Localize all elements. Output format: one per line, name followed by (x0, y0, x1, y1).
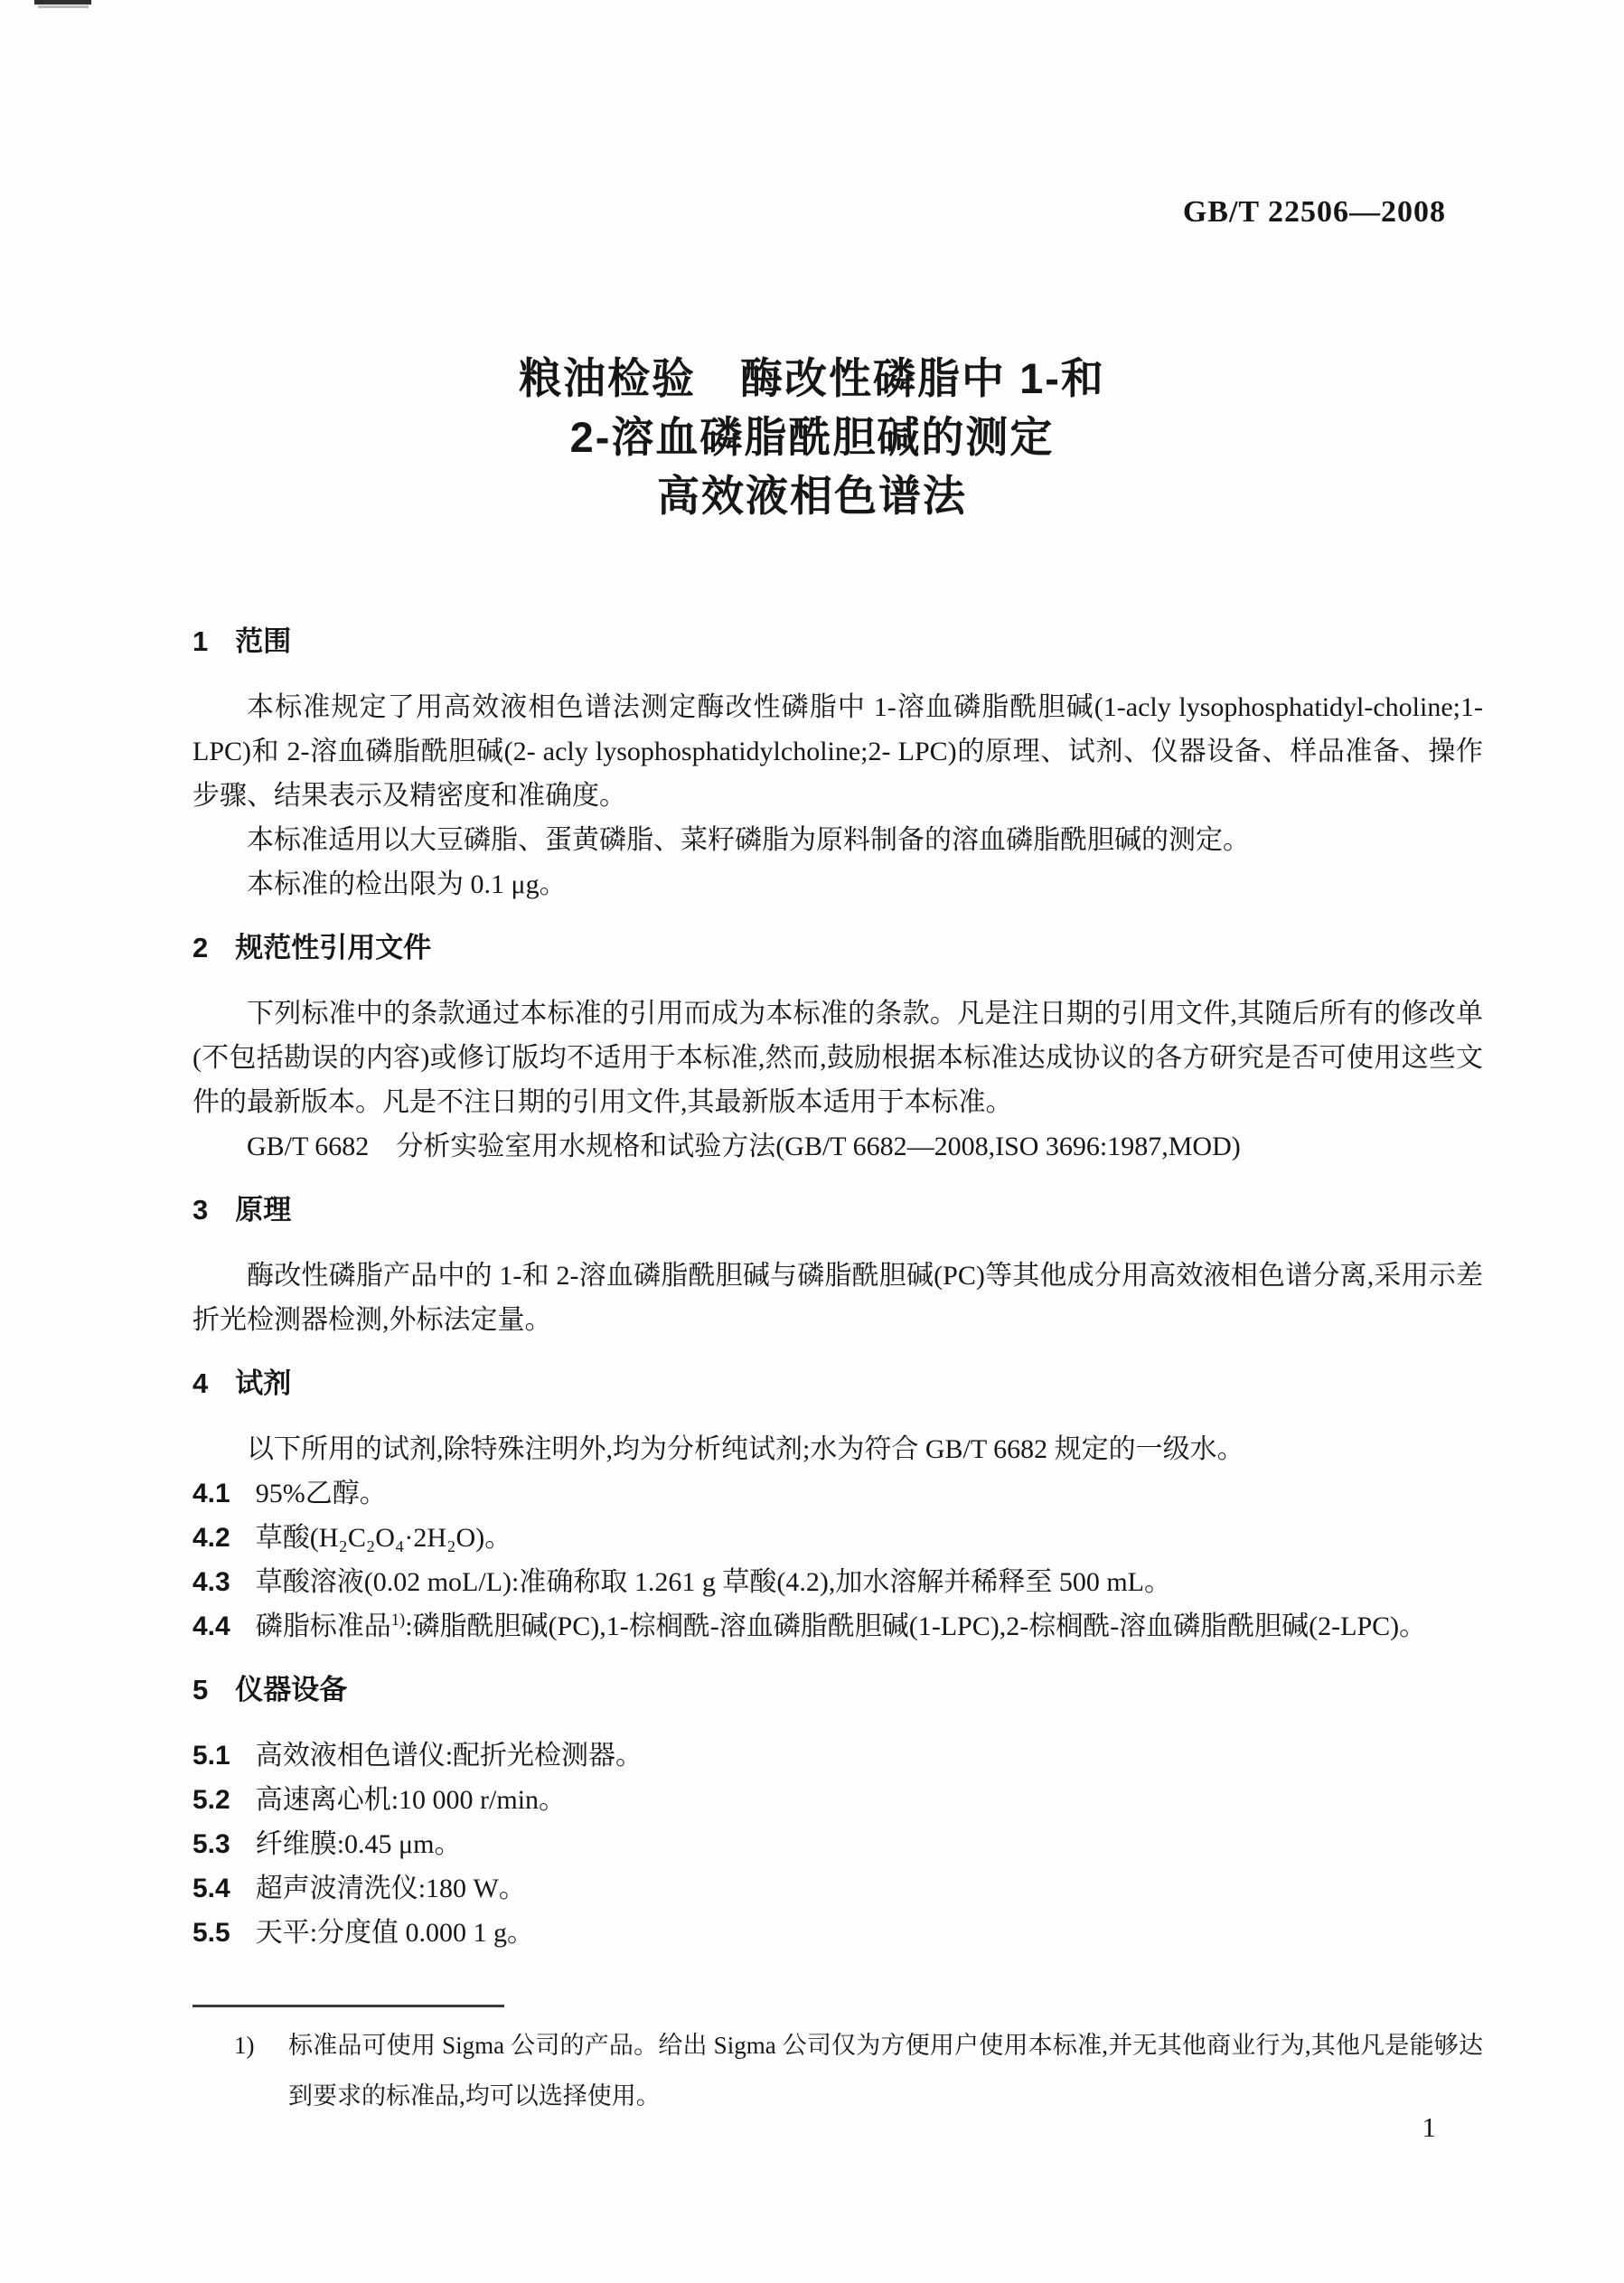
title-line-3: 高效液相色谱法 (657, 472, 967, 520)
section-title: 规范性引用文件 (235, 932, 432, 963)
clause-text: 超声波清洗仪:180 W。 (255, 1874, 526, 1903)
footnote-body (192, 2020, 1483, 2121)
clause-text: :磷脂酰胆碱(PC),1-棕榈酰-溶血磷脂酰胆碱(1-LPC),2-棕榈酰-溶血磷脂酰胆碱(2-LPC)。 (405, 1611, 1427, 1641)
clause-item-5-4 (192, 1866, 1483, 1911)
section-title: 原理 (235, 1194, 292, 1226)
clause-text: 高效液相色谱仪:配折光检测器。 (255, 1741, 643, 1771)
paragraph: 以下所用的试剂,除特殊注明外,均为分析纯试剂;水为符合 GB/T 6682 规定的一级水。 (247, 1434, 1244, 1464)
clause-item-4-2 (192, 1516, 1483, 1560)
clause-item-5-1 (192, 1733, 1483, 1778)
section-2-heading (192, 928, 1483, 968)
clause-number: 4.1 (192, 1479, 230, 1508)
section-title: 试剂 (235, 1367, 292, 1399)
clause-item-4-4 (192, 1604, 1483, 1649)
clause-number: 4.2 (192, 1523, 230, 1553)
section-1-heading (192, 622, 1483, 662)
scan-artifact-bar (38, 5, 89, 8)
paragraph: 本标准适用以大豆磷脂、蛋黄磷脂、菜籽磷脂为原料制备的溶血磷脂酰胆碱的测定。 (247, 825, 1250, 855)
document-title (0, 349, 1624, 525)
clause-text: 纤维膜:0.45 μm。 (255, 1829, 462, 1859)
title-line-2: 2-溶血磷脂酰胆碱的测定 (569, 413, 1055, 461)
footnote-rule (192, 2005, 504, 2007)
section-title: 范围 (235, 625, 292, 657)
clause-number: 4.3 (192, 1567, 230, 1597)
section-5-heading (192, 1670, 1483, 1710)
footnote-marker: 1) (234, 2032, 255, 2059)
clause-text: 高速离心机:10 000 r/min。 (255, 1785, 567, 1815)
section-title: 仪器设备 (235, 1674, 348, 1705)
clause-item-5-5 (192, 1911, 1483, 1955)
section-number: 5 (192, 1674, 209, 1705)
clause-item-4-3 (192, 1560, 1483, 1604)
footnote (192, 2005, 1483, 2121)
clause-number: 4.4 (192, 1611, 230, 1641)
clause-text: 95%乙醇。 (255, 1479, 387, 1508)
clause-text: 天平:分度值 0.000 1 g。 (255, 1918, 535, 1948)
footnote-reference: 1) (390, 1611, 406, 1630)
clause-number: 5.5 (192, 1918, 230, 1948)
paragraph: 下列标准中的条款通过本标准的引用而成为本标准的条款。凡是注日期的引用文件,其随后所有的修改单(不包括勘误的内容)或修订版均不适用于本标准,然而,鼓励根据本标准达成协议的各方研究是否可使用这些文件的最新版本。凡是不注日期的引用文件,其最新版本适用于本标准。 (192, 999, 1483, 1117)
clause-text: 草酸(H₂C₂O₄·2H₂O)。 (255, 1523, 512, 1553)
title-line-1: 粮油检验 酶改性磷脂中 1-和 (519, 354, 1105, 402)
clause-number: 5.2 (192, 1785, 230, 1815)
clause-item-5-3 (192, 1822, 1483, 1866)
page-number: 1 (1422, 2111, 1436, 2143)
section-number: 2 (192, 932, 209, 963)
section-3-heading (192, 1190, 1483, 1230)
clause-number: 5.4 (192, 1874, 230, 1903)
clause-term: 磷脂标准品 (255, 1611, 391, 1641)
footnote-text: 标准品可使用 Sigma 公司的产品。给出 Sigma 公司仅为方便用户使用本标准,并无其他商业行为,其他凡是能够达到要求的标准品,均可以选择使用。 (288, 2032, 1483, 2109)
paragraph: 酶改性磷脂产品中的 1-和 2-溶血磷脂酰胆碱与磷脂酰胆碱(PC)等其他成分用高效液相色谱分离,采用示差折光检测器检测,外标法定量。 (192, 1261, 1483, 1335)
standard-code: GB/T 22506—2008 (1182, 195, 1446, 229)
clause-item-4-1 (192, 1471, 1483, 1516)
scan-artifact-bar (34, 0, 91, 5)
section-number: 4 (192, 1367, 209, 1399)
clause-number: 5.1 (192, 1741, 230, 1771)
clause-text: 草酸溶液(0.02 moL/L):准确称取 1.261 g 草酸(4.2),加水溶解并稀释至 500 mL。 (255, 1567, 1171, 1597)
paragraph: 本标准的检出限为 0.1 μg。 (247, 869, 567, 899)
section-number: 3 (192, 1194, 209, 1226)
clause-item-5-2 (192, 1778, 1483, 1822)
section-4-heading (192, 1364, 1483, 1404)
section-number: 1 (192, 625, 209, 657)
document-body (192, 622, 1483, 1955)
normative-reference: GB/T 6682 分析实验室用水规格和试验方法(GB/T 6682—2008,ISO 3696:1987,MOD) (247, 1132, 1241, 1161)
clause-number: 5.3 (192, 1829, 230, 1859)
paragraph: 本标准规定了用高效液相色谱法测定酶改性磷脂中 1-溶血磷脂酰胆碱(1-acly lysophosphatidyl-choline;1- LPC)和 2-溶血磷脂酰胆碱(2- acly lysophosphatidylcholine;2- LPC)的原理、试剂、仪器设备、样品准备、操作步骤、结果表示及精密度和准确度。 (192, 692, 1483, 811)
